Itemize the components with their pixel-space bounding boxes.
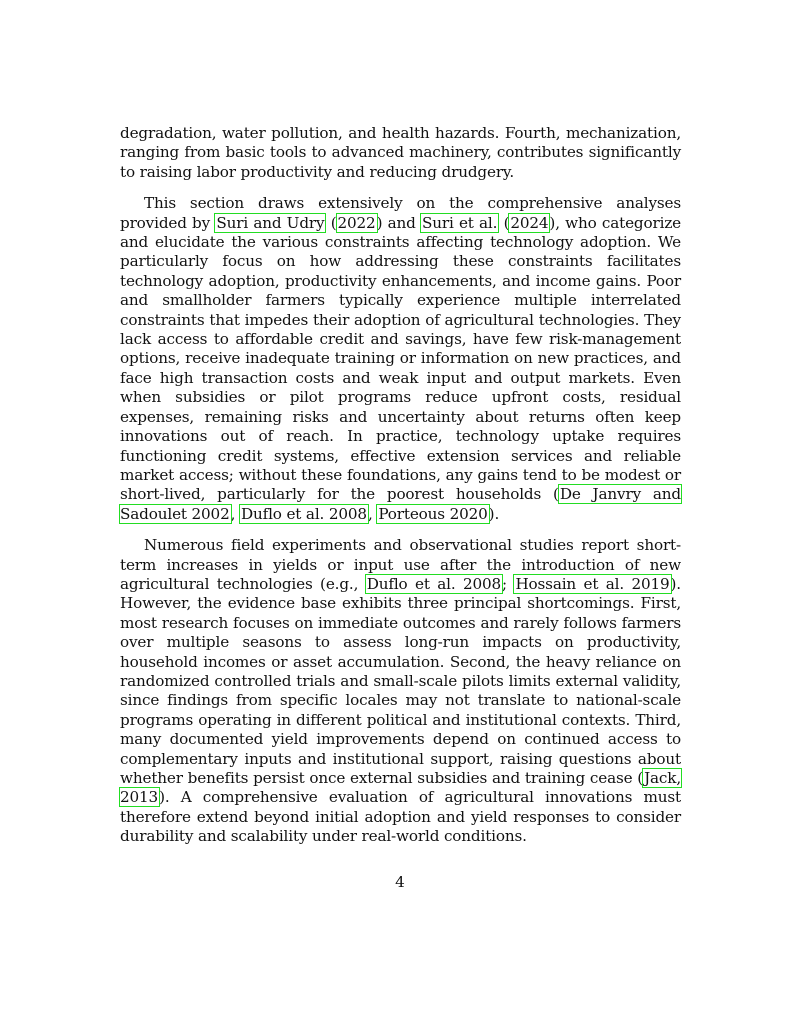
- citation-link[interactable]: Hossain et al. 2019: [515, 574, 670, 593]
- citation-link[interactable]: Suri and Udry: [216, 213, 325, 232]
- citation-link[interactable]: Duflo et al. 2008: [240, 504, 367, 523]
- citation-link[interactable]: De Janvry and Sadoulet 2002: [120, 485, 681, 523]
- paragraph-text: (: [498, 213, 510, 232]
- paragraph-text: This section draws extensively on the comprehensive analyses provided by: [120, 194, 681, 232]
- page-number: 4: [395, 873, 405, 891]
- citation-link[interactable]: Porteous 2020: [378, 504, 488, 523]
- citation-link[interactable]: 2024: [510, 213, 549, 232]
- paragraph-text: degradation, water pollution, and health hazards. Fourth, mechanization, ranging from basic tools to advanced machinery, contributes significantly to raising labor productivity and reducing drudgery.: [120, 124, 681, 181]
- paragraph-text: Numerous field experiments and observational studies report short-term increases in yields or input use after the introduction of new agricultural technologies (e.g.,: [120, 536, 681, 593]
- paragraph-text: ). However, the evidence base exhibits three principal shortcomings. First, most research focuses on immediate outcomes and rarely follows farmers over multiple seasons to assess long-run impacts on productivity, household incomes or asset accumulation. Second, the heavy reliance on randomized controlled trials and small-scale pilots limits external validity, since findings from specific locales may not translate to national-scale programs operating in different political and institutional contexts. Third, many documented yield improvements depend on continued access to complementary inputs and institutional support, raising questions about whether benefits persist once external subsidies and training cease (: [120, 574, 681, 787]
- paragraph-text: ) and: [376, 213, 421, 232]
- citation-link[interactable]: Duflo et al. 2008: [366, 574, 502, 593]
- page-body: [120, 124, 681, 859]
- paragraph-text: ), who categorize and elucidate the various constraints affecting technology adoption. We particularly focus on how addressing these constraints facilitates technology adoption, productivity enhancements, and income gains. Poor and smallholder farmers typically experience multiple interrelated constraints that impedes their adoption of agricultural technologies. They lack access to affordable credit and savings, have few risk-management options, receive inadequate training or information on new practices, and face high transaction costs and weak input and output markets. Even when subsidies or pilot programs reduce upfront costs, residual expenses, remaining risks and uncertainty about returns often keep innovations out of reach. In practice, technology uptake requires functioning credit systems, effective extension services and reliable market access; without these foundations, any gains tend to be modest or short-lived, particularly for the poorest households (: [120, 213, 682, 504]
- paragraph: [120, 194, 681, 524]
- paragraph-text: (: [325, 213, 337, 232]
- paragraph: [120, 124, 681, 182]
- paragraph-text: ,: [230, 504, 240, 523]
- citation-link[interactable]: Suri et al.: [421, 213, 498, 232]
- citation-link[interactable]: 2022: [337, 213, 376, 232]
- citation-link[interactable]: Jack, 2013: [120, 769, 681, 807]
- paragraph-text: ).: [488, 504, 500, 523]
- paragraph-text: ). A comprehensive evaluation of agricultural innovations must therefore extend beyond initial adoption and yield responses to consider durability and scalability under real-world conditions.: [120, 788, 681, 846]
- paragraph: [120, 536, 681, 847]
- paragraph-text: ;: [502, 574, 515, 593]
- paragraph-text: ,: [367, 504, 378, 523]
